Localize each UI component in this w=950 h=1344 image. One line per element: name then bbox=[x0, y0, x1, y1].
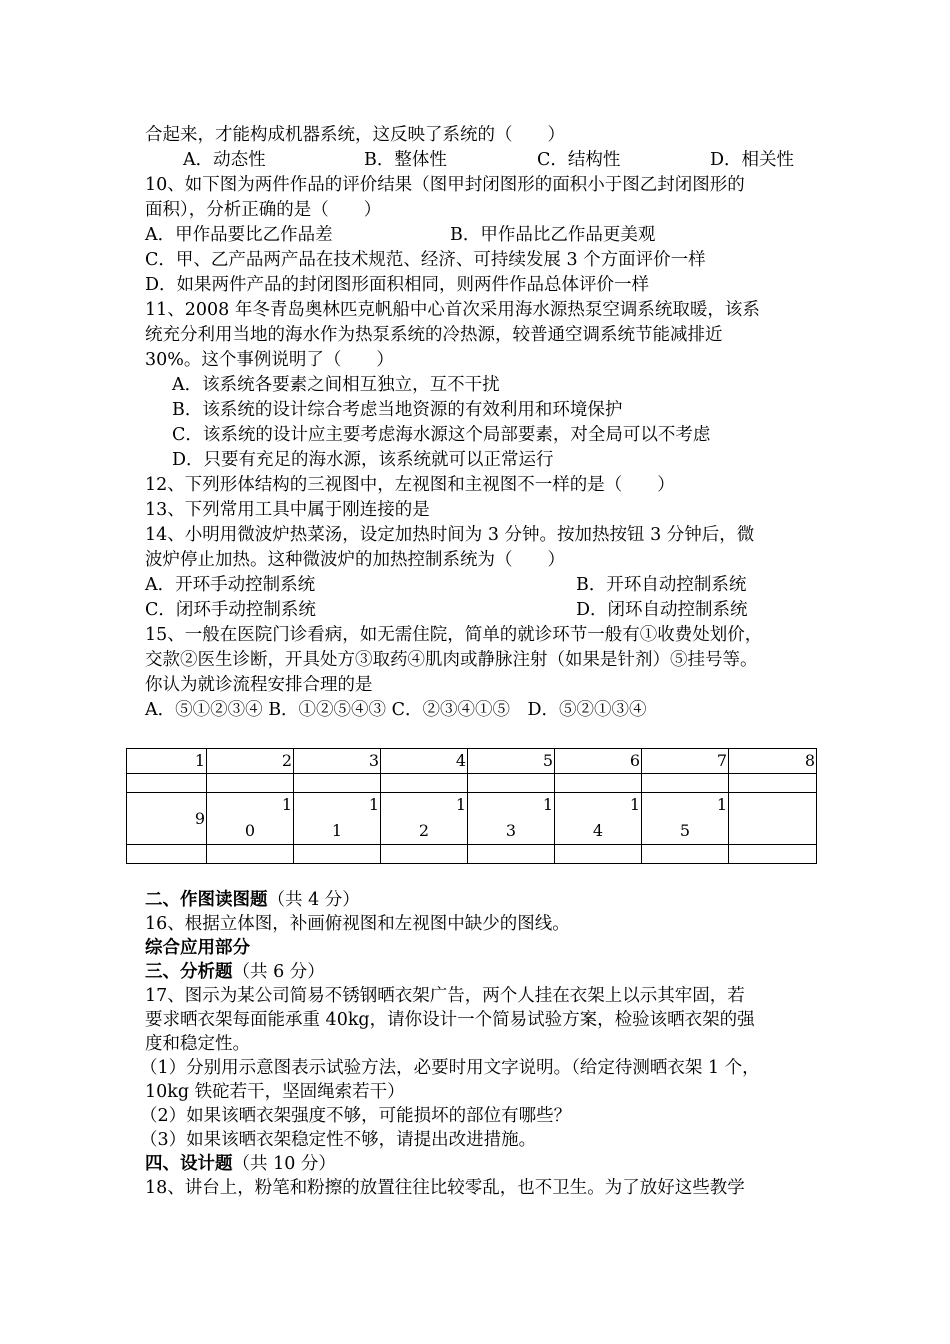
q11-line-1: 11、2008 年冬青岛奥林匹克帆船中心首次采用海水源热泵空调系统取暖，该系 bbox=[145, 300, 760, 320]
q18-stem: 18、讲台上，粉笔和粉擦的放置往往比较零乱，也不卫生。为了放好这些教学 bbox=[145, 1178, 745, 1198]
answer-number-15-ones: 5 bbox=[679, 821, 691, 840]
answer-cell bbox=[381, 845, 468, 864]
q14-option-a: A．开环手动控制系统 bbox=[145, 575, 316, 595]
answer-number-5: 5 bbox=[542, 751, 553, 770]
answer-table-number-row-2 bbox=[127, 793, 817, 845]
q15-line-3: 你认为就诊流程安排合理的是 bbox=[145, 675, 373, 695]
q10-line-2: 面积），分析正确的是（ ） bbox=[145, 200, 382, 220]
section-4-points: （共 10 分） bbox=[232, 1154, 336, 1174]
q17-sub2: （2）如果该晒衣架强度不够，可能损坏的部位有哪些？ bbox=[140, 1106, 572, 1126]
answer-number-9: 9 bbox=[194, 809, 205, 828]
section-4-title: 四、设计题 bbox=[145, 1154, 233, 1174]
q14-option-b: B．开环自动控制系统 bbox=[576, 575, 747, 595]
answer-cell bbox=[294, 845, 381, 864]
answer-number-14-tens: 1 bbox=[629, 795, 640, 814]
q10-line-1: 10、如下图为两件作品的评价结果（图甲封闭图形的面积小于图乙封闭图形的 bbox=[145, 175, 745, 195]
q11-option-a: A．该系统各要素之间相互独立，互不干扰 bbox=[172, 375, 500, 395]
q10-option-a: A．甲作品要比乙作品差 bbox=[145, 225, 333, 245]
answer-number-13-tens: 1 bbox=[542, 795, 553, 814]
q10-option-d: D．如果两件产品的封闭图形面积相同，则两件作品总体评价一样 bbox=[145, 275, 650, 295]
answer-number-13-ones: 3 bbox=[505, 821, 517, 840]
section-2-points: （共 4 分） bbox=[267, 890, 360, 910]
answer-cell bbox=[729, 845, 817, 864]
q16-stem: 16、根据立体图，补画俯视图和左视图中缺少的图线。 bbox=[145, 914, 570, 934]
answer-cell bbox=[207, 774, 294, 793]
answer-number-2: 2 bbox=[281, 751, 292, 770]
q14-option-d: D．闭环自动控制系统 bbox=[576, 600, 748, 620]
answer-cell bbox=[468, 845, 555, 864]
section-4-heading bbox=[145, 1152, 336, 1176]
q11-option-c: C．该系统的设计应主要考虑海水源这个局部要素，对全局可以不考虑 bbox=[172, 425, 711, 445]
answer-cell bbox=[729, 793, 817, 845]
answer-cell bbox=[729, 774, 817, 793]
answer-number-8: 8 bbox=[804, 751, 815, 770]
answer-cell bbox=[468, 774, 555, 793]
q17-sub1-line-2: 10kg 铁砣若干，坚固绳索若干） bbox=[145, 1082, 405, 1102]
section-3-title: 三、分析题 bbox=[145, 962, 233, 982]
answer-table-number-row bbox=[127, 749, 817, 774]
q11-option-d: D．只要有充足的海水源，该系统就可以正常运行 bbox=[172, 450, 554, 470]
answer-number-14-ones: 4 bbox=[592, 821, 604, 840]
q10-option-b: B．甲作品比乙作品更美观 bbox=[450, 225, 656, 245]
answer-number-7: 7 bbox=[716, 751, 727, 770]
answer-cell bbox=[207, 845, 294, 864]
answer-number-4: 4 bbox=[455, 751, 466, 770]
q15-line-2: 交款②医生诊断，开具处方③取药④肌肉或静脉注射（如果是针剂）⑤挂号等。 bbox=[145, 650, 758, 670]
q9-option-c: C．结构性 bbox=[537, 150, 621, 170]
answer-table-blank-row bbox=[127, 774, 817, 793]
q11-line-2: 统充分利用当地的海水作为热泵系统的冷热源，较普通空调系统节能减排近 bbox=[145, 325, 723, 345]
q9-option-a: A．动态性 bbox=[183, 150, 266, 170]
q10-option-c: C．甲、乙产品两产品在技术规范、经济、可持续发展 3 个方面评价一样 bbox=[145, 250, 706, 270]
section-2-title: 二、作图读图题 bbox=[145, 890, 268, 910]
q14-line-2: 波炉停止加热。这种微波炉的加热控制系统为（ ） bbox=[145, 550, 565, 570]
q11-option-b: B．该系统的设计综合考虑当地资源的有效利用和环境保护 bbox=[172, 400, 623, 420]
answer-cell bbox=[642, 845, 729, 864]
q15-line-1: 15、一般在医院门诊看病，如无需住院，简单的就诊环节一般有①收费处划价， bbox=[145, 625, 763, 645]
answer-number-1: 1 bbox=[194, 751, 205, 770]
answer-number-15-tens: 1 bbox=[716, 795, 727, 814]
q9-option-b: B．整体性 bbox=[364, 150, 447, 170]
q15-options: A．⑤①②③④ B．①②⑤④③ C．②③④①⑤ D．⑤②①③④ bbox=[145, 700, 647, 720]
q13-stem: 13、下列常用工具中属于刚连接的是 bbox=[145, 500, 430, 520]
answer-cell bbox=[642, 774, 729, 793]
q17-line-2: 要求晒衣架每面能承重 40kg，请你设计一个简易试验方案，检验该晒衣架的强 bbox=[145, 1010, 755, 1030]
q17-sub3: （3）如果该晒衣架稳定性不够，请提出改进措施。 bbox=[140, 1130, 537, 1150]
section-3-heading bbox=[145, 960, 325, 984]
answer-cell bbox=[294, 774, 381, 793]
answer-number-11-ones: 1 bbox=[331, 821, 343, 840]
answer-cell bbox=[127, 845, 207, 864]
answer-number-6: 6 bbox=[629, 751, 640, 770]
q11-line-3: 30%。这个事例说明了（ ） bbox=[145, 350, 394, 370]
answer-cell bbox=[381, 774, 468, 793]
answer-table-blank-row-2 bbox=[127, 845, 817, 864]
answer-number-11-tens: 1 bbox=[368, 795, 379, 814]
answer-number-3: 3 bbox=[368, 751, 379, 770]
answer-cell bbox=[555, 845, 642, 864]
answer-cell bbox=[555, 774, 642, 793]
q17-sub1-line-1: （1）分别用示意图表示试验方法，必要时用文字说明。（给定待测晒衣架 1 个， bbox=[140, 1058, 760, 1078]
q9-stem: 合起来，才能构成机器系统，这反映了系统的（ ） bbox=[145, 125, 565, 145]
q9-option-d: D．相关性 bbox=[710, 150, 795, 170]
answer-number-10-tens: 1 bbox=[281, 795, 292, 814]
answer-number-10-ones: 0 bbox=[244, 821, 256, 840]
answer-number-12-tens: 1 bbox=[455, 795, 466, 814]
q17-line-3: 度和稳定性。 bbox=[145, 1034, 250, 1054]
answer-number-12-ones: 2 bbox=[418, 821, 430, 840]
section-3-points: （共 6 分） bbox=[232, 962, 325, 982]
section-2-heading bbox=[145, 888, 360, 912]
q17-line-1: 17、图示为某公司简易不锈钢晒衣架广告，两个人挂在衣架上以示其牢固，若 bbox=[145, 986, 745, 1006]
part-heading: 综合应用部分 bbox=[145, 938, 250, 958]
q14-option-c: C．闭环手动控制系统 bbox=[145, 600, 316, 620]
answer-cell bbox=[127, 774, 207, 793]
q14-line-1: 14、小明用微波炉热菜汤，设定加热时间为 3 分钟。按加热按钮 3 分钟后，微 bbox=[145, 525, 755, 545]
answer-table bbox=[126, 748, 817, 864]
q12-stem: 12、下列形体结构的三视图中，左视图和主视图不一样的是（ ） bbox=[145, 475, 675, 495]
